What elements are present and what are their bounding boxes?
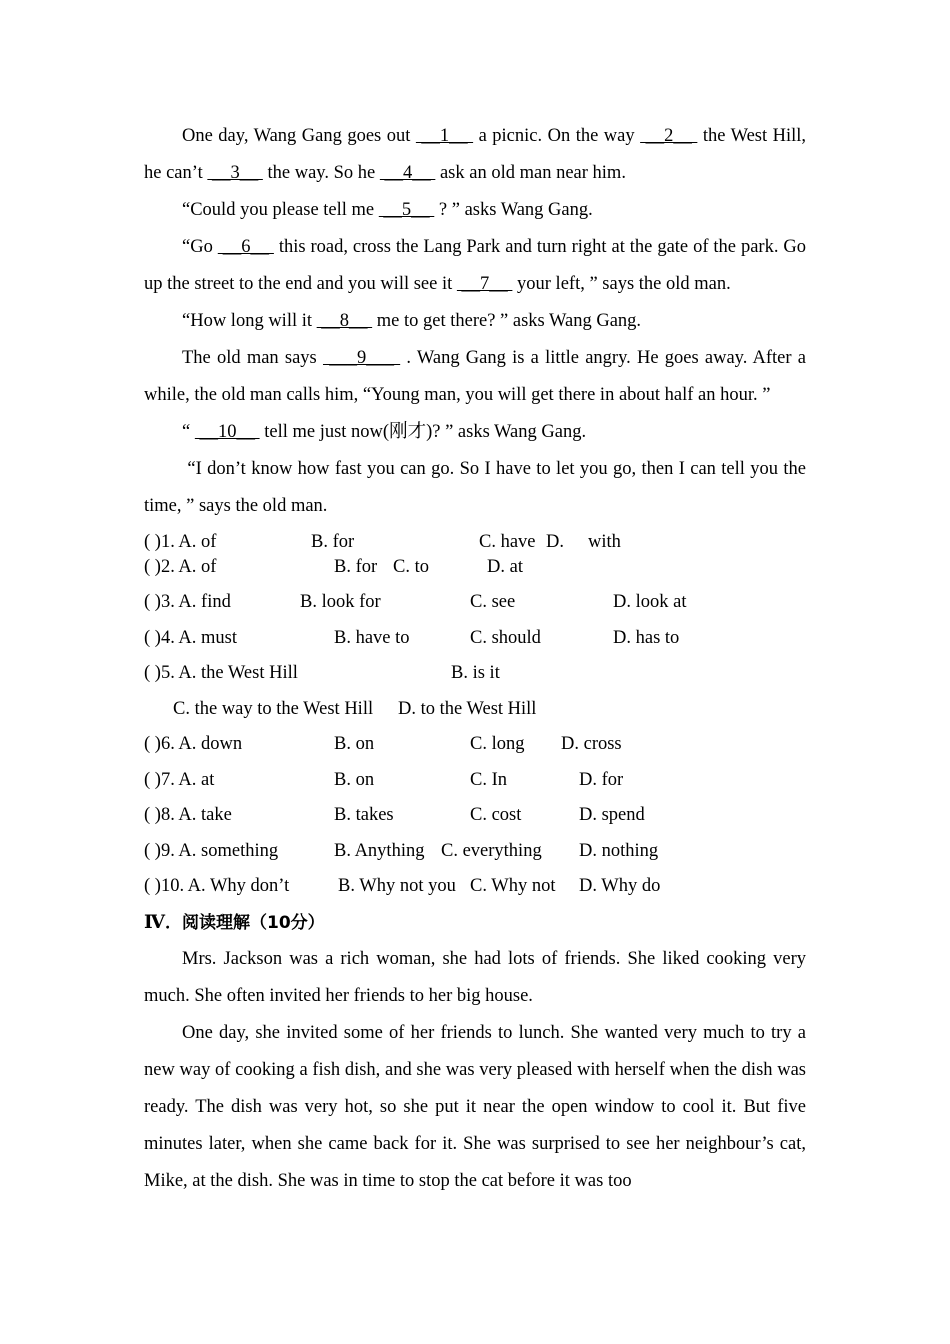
blank-7: __7__ <box>456 274 513 294</box>
question-1-options: ( )1. A. of B. for C. have D. with <box>144 532 621 552</box>
cloze-paragraph-2: “Could you please tell me __5__ ? ” asks Wang Gang. <box>182 200 593 220</box>
blank-9: ___9___ <box>322 348 401 368</box>
reading-paragraph-1: Mrs. Jackson was a rich woman, she had lots of friends. She liked cooking very much. She often invited her friends to her big house. <box>144 948 806 1006</box>
section-heading-reading: Ⅳ．阅读理解（10分） <box>144 912 325 933</box>
cloze-paragraph-1: One day, Wang Gang goes out __1__ a picnic. On the way __2__ the West Hill, he can’t __3__ the way. So he __4__ ask an old man near him. <box>144 126 807 183</box>
cloze-paragraph-5: The old man says ___9___ . Wang Gang is a little angry. He goes away. After a while, the old man calls him, “Young man, you will get there in about half an hour. ” <box>144 348 806 405</box>
question-8-options: ( )8. A. take B. takes C. cost D. spend <box>144 805 645 825</box>
blank-6: __6__ <box>217 237 274 257</box>
blank-4: __4__ <box>379 163 436 183</box>
blank-1: __1__ <box>415 126 474 146</box>
reading-paragraph-2: One day, she invited some of her friends to lunch. She wanted very much to try a new way of cooking a fish dish, and she was very pleased with herself when the dish was ready. The dish was very hot, so she put it near the open window to cool it. But five minutes later, when she came back for it. She was surprised to see her neighbour’s cat, Mike, at the dish. She was in time to stop the cat before it was too <box>144 1022 806 1191</box>
cloze-paragraph-3: “Go __6__ this road, cross the Lang Park and turn right at the gate of the park. Go up the street to the end and you will see it __7__ your left, ” says the old man. <box>144 237 806 294</box>
question-7-options: ( )7. A. at B. on C. In D. for <box>144 769 624 790</box>
worksheet-page <box>144 118 811 1200</box>
blank-5: __5__ <box>378 200 435 220</box>
cloze-paragraph-4: “How long will it __8__ me to get there? ” asks Wang Gang. <box>182 311 642 331</box>
question-5-options-line-2: C. the way to the West Hill D. to the West Hill <box>173 698 537 719</box>
blank-2: __2__ <box>640 126 698 146</box>
question-10-options: ( )10. A. Why don’t B. Why not you C. Why not D. Why do <box>144 876 661 896</box>
question-3-options: ( )3. A. find B. look for C. see D. look at <box>144 592 687 612</box>
cloze-paragraph-6: “ __10__ tell me just now(刚才)? ” asks Wang Gang. <box>182 422 587 442</box>
cloze-paragraph-7: “I don’t know how fast you can go. So I have to let you go, then I can tell you the time, ” says the old man. <box>144 459 811 516</box>
blank-3: __3__ <box>207 163 263 183</box>
question-6-options: ( )6. A. down B. on C. long D. cross <box>144 734 622 754</box>
question-4-options: ( )4. A. must B. have to C. should D. has to <box>144 627 680 648</box>
blank-8: __8__ <box>316 311 373 331</box>
question-9-options: ( )9. A. something B. Anything C. everything D. nothing <box>144 840 659 861</box>
blank-10: __10__ <box>194 422 260 442</box>
question-2-options: ( )2. A. of B. for C. to D. at <box>144 557 523 577</box>
question-5-options-line-1: ( )5. A. the West Hill B. is it <box>144 663 500 683</box>
